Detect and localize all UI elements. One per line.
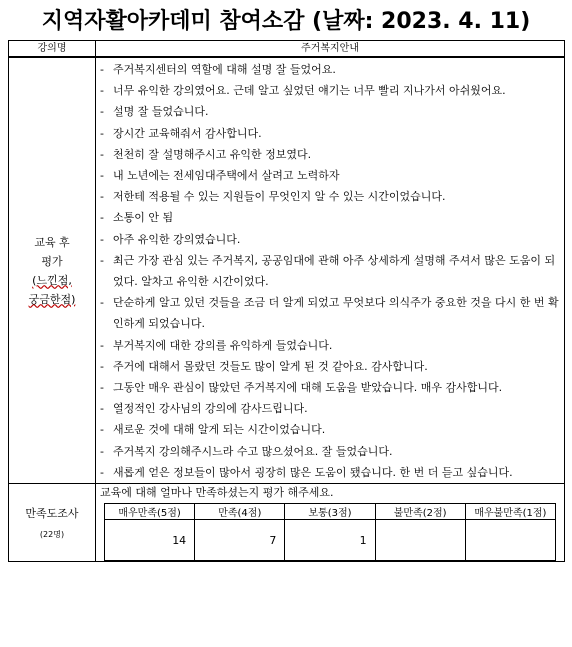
lecture-name-header: 강의명: [9, 41, 96, 58]
evaluation-label-line2: 평가: [41, 254, 63, 268]
comment-item: - 저한테 적용될 수 있는 지원들이 무엇인지 알 수 있는 시간이었습니다.: [100, 186, 560, 207]
comment-list: [96, 58, 564, 483]
rating-header: 불만족(2점): [375, 504, 465, 520]
lecture-name-value: 주거복지안내: [96, 41, 565, 58]
rating-header: 만족(4점): [195, 504, 285, 520]
comment-item: - 주거에 대해서 몰랐던 것들도 많이 알게 된 것 같아요. 감사합니다.: [100, 356, 560, 377]
rating-header: 매우만족(5점): [105, 504, 195, 520]
comment-item: - 단순하게 알고 있던 것들을 조금 더 알게 되었고 무엇보다 의식주가 중요한 것을 다시 한 번 확인하게 되었습니다.: [100, 292, 560, 334]
evaluation-label-line3: (느낀점,: [32, 273, 72, 287]
comment-item: - 최근 가장 관심 있는 주거복지, 공공임대에 관해 아주 상세하게 설명해 주셔서 많은 도움이 되었다. 알차고 유익한 시간이었다.: [100, 250, 560, 292]
evaluation-comments: [96, 57, 565, 484]
evaluation-label-line1: 교육 후: [34, 235, 70, 249]
satisfaction-label: 만족도조사: [25, 507, 79, 521]
comment-item: - 주거복지 강의해주시느라 수고 많으셨어요. 잘 들었습니다.: [100, 441, 560, 462]
comment-item: - 천천히 잘 설명해주시고 유익한 정보였다.: [100, 144, 560, 165]
comment-item: - 아주 유익한 강의였습니다.: [100, 229, 560, 250]
satisfaction-value-row: [105, 520, 556, 561]
comment-item: - 설명 잘 들었습니다.: [100, 101, 560, 122]
evaluation-row: [9, 57, 565, 484]
header-row: [9, 41, 565, 58]
page-title: 지역자활아카데미 참여소감 (날짜: 2023. 4. 11): [41, 9, 531, 34]
comment-item: - 장시간 교육해줘서 감사합니다.: [100, 123, 560, 144]
rating-value: 7: [195, 520, 285, 561]
survey-table: [8, 40, 565, 562]
respondent-count: (22명): [39, 530, 65, 540]
comment-item: - 소통이 안 됨: [100, 207, 560, 228]
rating-value: 14: [105, 520, 195, 561]
comment-item: - 내 노년에는 전세임대주택에서 살려고 노력하자: [100, 165, 560, 186]
comment-item: - 열정적인 강사님의 강의에 감사드립니다.: [100, 398, 560, 419]
comment-item: - 너무 유익한 강의였어요. 근데 알고 싶었던 얘기는 너무 빨리 지나가서 아쉬웠어요.: [100, 80, 560, 101]
rating-value: 1: [285, 520, 375, 561]
comment-item: - 그동안 매우 관심이 많았던 주거복지에 대해 도움을 받았습니다. 매우 감사합니다.: [100, 377, 560, 398]
comment-item: - 부거복지에 대한 강의를 유익하게 들었습니다.: [100, 335, 560, 356]
satisfaction-label-cell: [9, 484, 96, 562]
comment-item: - 새롭게 얻은 정보들이 많아서 굉장히 많은 도움이 됐습니다. 한 번 더 듣고 싶습니다.: [100, 462, 560, 483]
comment-item: - 주거복지센터의 역할에 대해 설명 잘 들었어요.: [100, 59, 560, 80]
satisfaction-row: [9, 484, 565, 562]
satisfaction-content: [96, 484, 565, 562]
evaluation-label-line4: 궁금한점): [28, 292, 76, 306]
rating-header: 매우불만족(1점): [465, 504, 555, 520]
rating-header: 보통(3점): [285, 504, 375, 520]
satisfaction-question: 교육에 대해 얼마나 만족하셨는지 평가 해주세요.: [100, 486, 334, 500]
rating-value: [375, 520, 465, 561]
satisfaction-header-row: [105, 504, 556, 520]
satisfaction-table: [104, 503, 556, 561]
evaluation-label: [9, 57, 96, 484]
rating-value: [465, 520, 555, 561]
comment-item: - 새로운 것에 대해 알게 되는 시간이었습니다.: [100, 419, 560, 440]
